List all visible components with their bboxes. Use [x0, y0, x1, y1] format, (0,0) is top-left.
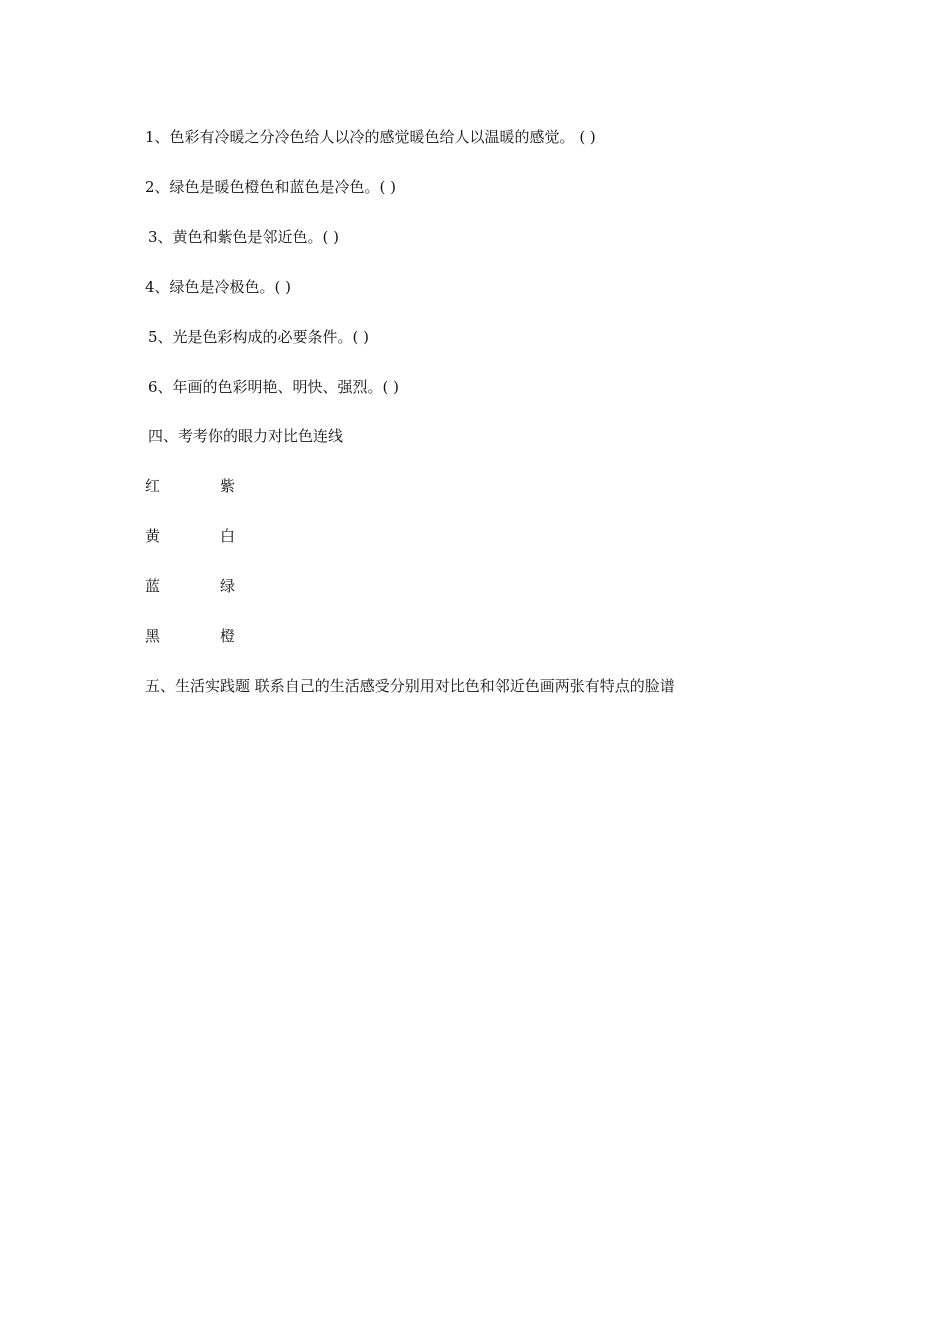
match-row: [145, 626, 235, 646]
match-right-color: 紫: [220, 477, 236, 495]
match-left-color: 黑: [145, 627, 161, 645]
match-row: [145, 476, 235, 496]
question-6: 6、年画的色彩明艳、明快、强烈。( ): [148, 378, 400, 396]
question-2: 2、绿色是暖色橙色和蓝色是冷色。( ): [145, 178, 397, 196]
question-4: 4、绿色是冷极色。( ): [145, 278, 292, 296]
match-right-color: 白: [220, 527, 236, 545]
match-left-color: 蓝: [145, 577, 161, 595]
question-1: 1、色彩有冷暖之分冷色给人以冷的感觉暖色给人以温暖的感觉。 ( ): [145, 128, 596, 146]
question-3: 3、黄色和紫色是邻近色。( ): [148, 228, 340, 246]
section-5-heading: 五、生活实践题 联系自己的生活感受分别用对比色和邻近色画两张有特点的脸谱: [145, 677, 675, 695]
match-right-color: 绿: [220, 577, 236, 595]
match-left-color: 黄: [145, 527, 161, 545]
section-4-heading: 四、考考你的眼力对比色连线: [148, 427, 344, 445]
match-row: [145, 576, 235, 596]
match-right-color: 橙: [220, 627, 236, 645]
match-left-color: 红: [145, 477, 161, 495]
match-row: [145, 526, 235, 546]
question-5: 5、光是色彩构成的必要条件。( ): [148, 328, 370, 346]
